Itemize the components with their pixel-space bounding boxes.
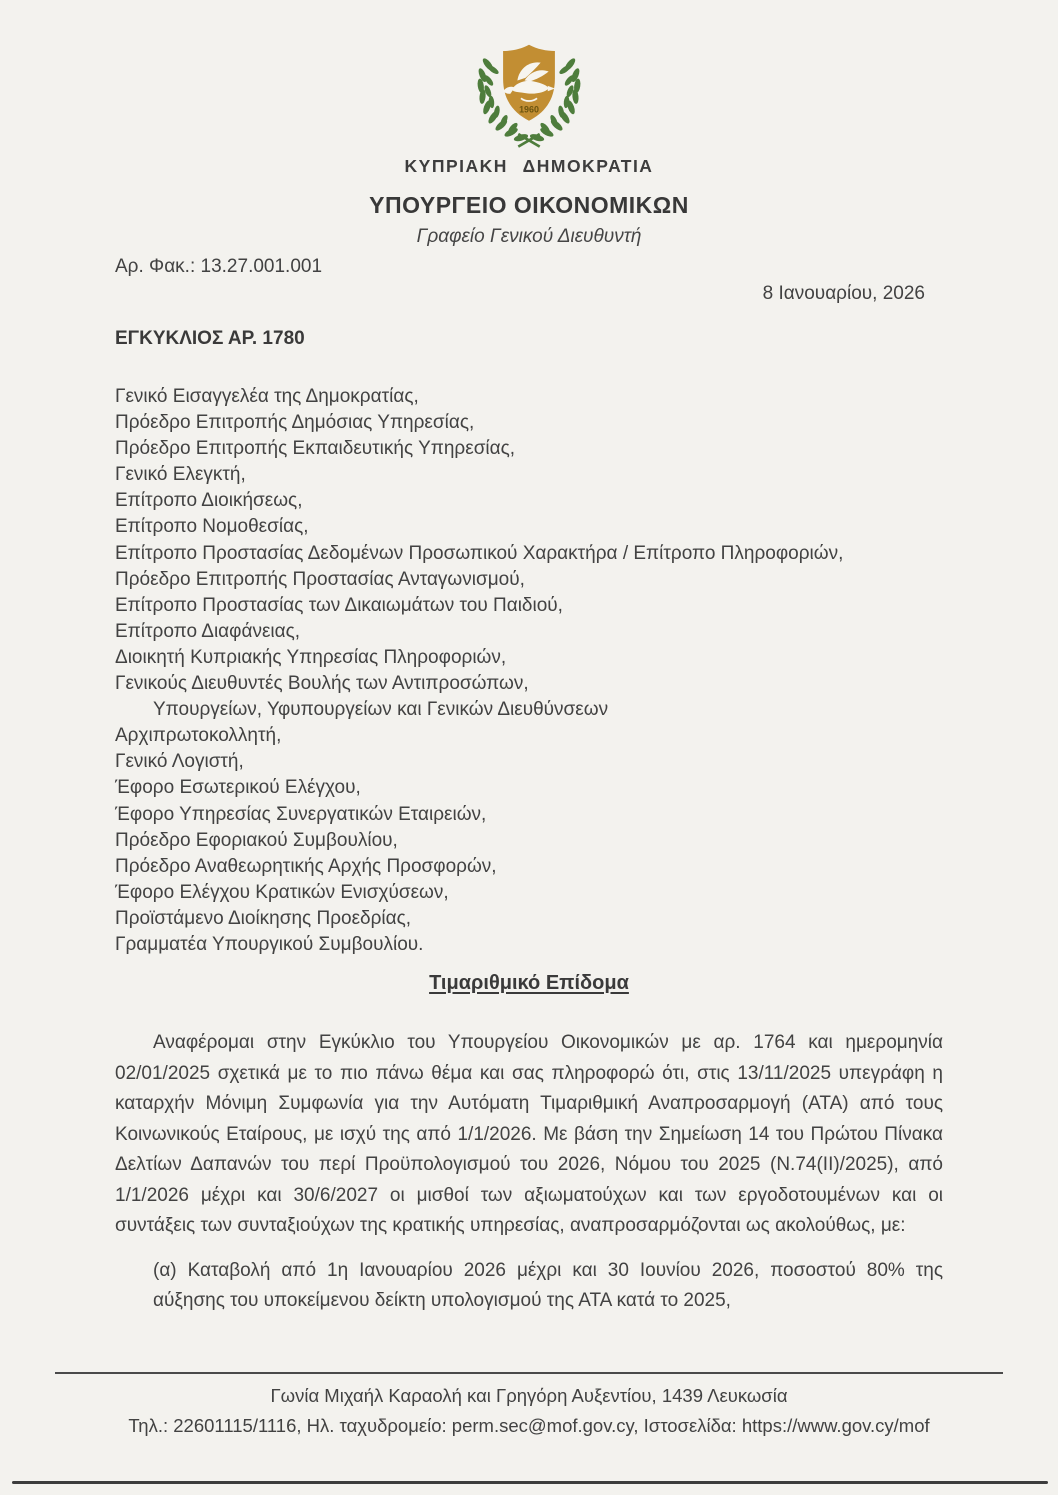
recipient-line: Γενικούς Διευθυντές Βουλής των Αντιπροσώπων, — [115, 673, 529, 695]
recipient-line: Έφορο Υπηρεσίας Συνεργατικών Εταιρειών, — [115, 803, 487, 825]
body-text — [115, 1028, 943, 1317]
recipient-line: Διοικητή Κυπριακής Υπηρεσίας Πληροφοριών, — [115, 646, 507, 668]
recipient-line: Επίτροπο Διαφάνειας, — [115, 620, 301, 642]
ministry-title: ΥΠΟΥΡΓΕΙΟ ΟΙΚΟΝΟΜΙΚΩΝ — [369, 192, 689, 218]
recipient-line: Γενικό Λογιστή, — [115, 751, 244, 773]
recipient-line: Επίτροπο Προστασίας Δεδομένων Προσωπικού Χαρακτήρα / Επίτροπο Πληροφοριών, — [115, 542, 844, 564]
body-paragraph-1: Αναφέρομαι στην Εγκύκλιο του Υπουργείου Οικονομικών με αρ. 1764 και ημερομηνία 02/01/2025 σχετικά με το πιο πάνω θέμα και σας πληροφορώ ότι, στις 13/11/2025 υπεγράφη η καταρχήν Μόνιμη Συμφωνία για την Αυτόματη Τιμαριθμική Αναπροσαρμογή (ΑΤΑ) από τους Κοινωνικούς Εταίρους, με ισχύ της από 1/1/2026. Με βάση την Σημείωση 14 του Πρώτου Πίνακα Δελτίων Δαπανών του περί Προϋπολογισμού του 2026, Νόμου του 2025 (Ν.74(ΙΙ)/2025), από 1/1/2026 μέχρι και 30/6/2027 οι μισθοί των αξιωματούχων και των εργοδοτουμένων και οι συντάξεις των συνταξιούχων της κρατικής υπηρεσίας, αναπροσαρμόζονται ως ακολούθως, με: — [115, 1032, 943, 1236]
recipient-line: Προϊστάμενο Διοίκησης Προεδρίας, — [115, 907, 412, 929]
footer-address: Γωνία Μιχαήλ Καραολή και Γρηγόρη Αυξεντίου, 1439 Λευκωσία — [270, 1385, 788, 1406]
cyprus-coat-of-arms-icon — [462, 34, 596, 152]
recipient-line: Έφορο Εσωτερικού Ελέγχου, — [115, 777, 361, 799]
footer-divider — [55, 1372, 1003, 1374]
office-subtitle: Γραφείο Γενικού Διευθυντή — [416, 226, 642, 247]
recipient-line: Επίτροπο Προστασίας των Δικαιωμάτων του Παιδιού, — [115, 594, 563, 616]
recipient-line: Γενικό Ελεγκτή, — [115, 464, 246, 486]
recipient-line: Πρόεδρο Επιτροπής Εκπαιδευτικής Υπηρεσίας, — [115, 438, 516, 460]
recipient-line: Έφορο Ελέγχου Κρατικών Ενισχύσεων, — [115, 881, 449, 903]
letterhead — [0, 34, 1058, 248]
document-date: 8 Ιανουαρίου, 2026 — [762, 283, 925, 304]
recipient-line: Πρόεδρο Επιτροπής Δημόσιας Υπηρεσίας, — [115, 412, 475, 434]
recipient-line: Πρόεδρο Αναθεωρητικής Αρχής Προσφορών, — [115, 855, 497, 877]
recipient-line: Επίτροπο Νομοθεσίας, — [115, 516, 309, 538]
subject-title — [0, 972, 1058, 995]
recipient-line: Γενικό Εισαγγελέα της Δημοκρατίας, — [115, 386, 419, 407]
republic-title: ΚΥΠΡΙΑΚΗ ΔΗΜΟΚΡΑΤΙΑ — [404, 156, 654, 176]
recipient-line: Πρόεδρο Εφοριακού Συμβουλίου, — [115, 829, 398, 851]
circular-number: ΕΓΚΥΚΛΙΟΣ ΑΡ. 1780 — [115, 328, 305, 349]
body-item-a: (α) Καταβολή από 1η Ιανουαρίου 2026 μέχρι και 30 Ιουνίου 2026, ποσοστού 80% της αύξησης του υποκείμενου δείκτη υπολογισμού της ΑΤΑ κατά το 2025, — [153, 1259, 943, 1311]
recipients-list — [115, 384, 960, 958]
recipient-line: Επίτροπο Διοικήσεως, — [115, 490, 303, 512]
recipient-line: Γραμματέα Υπουργικού Συμβουλίου. — [115, 933, 424, 955]
emblem-year: 1960 — [519, 104, 539, 115]
subject-title-text: Τιμαριθμικό Επίδομα — [429, 972, 629, 994]
recipient-line: Αρχιπρωτοκολλητή, — [115, 725, 282, 747]
recipient-line: Υπουργείων, Υφυπουργείων και Γενικών Διευθύνσεων — [153, 699, 609, 721]
scan-edge-artifact — [12, 1481, 1048, 1484]
file-reference: Αρ. Φακ.: 13.27.001.001 — [115, 256, 323, 277]
footer-contact: Τηλ.: 22601115/1116, Ηλ. ταχυδρομείο: perm.sec@mof.gov.cy, Ιστοσελίδα: https://www.gov.cy/mof — [128, 1415, 930, 1436]
recipient-line: Πρόεδρο Επιτροπής Προστασίας Ανταγωνισμού, — [115, 568, 525, 590]
